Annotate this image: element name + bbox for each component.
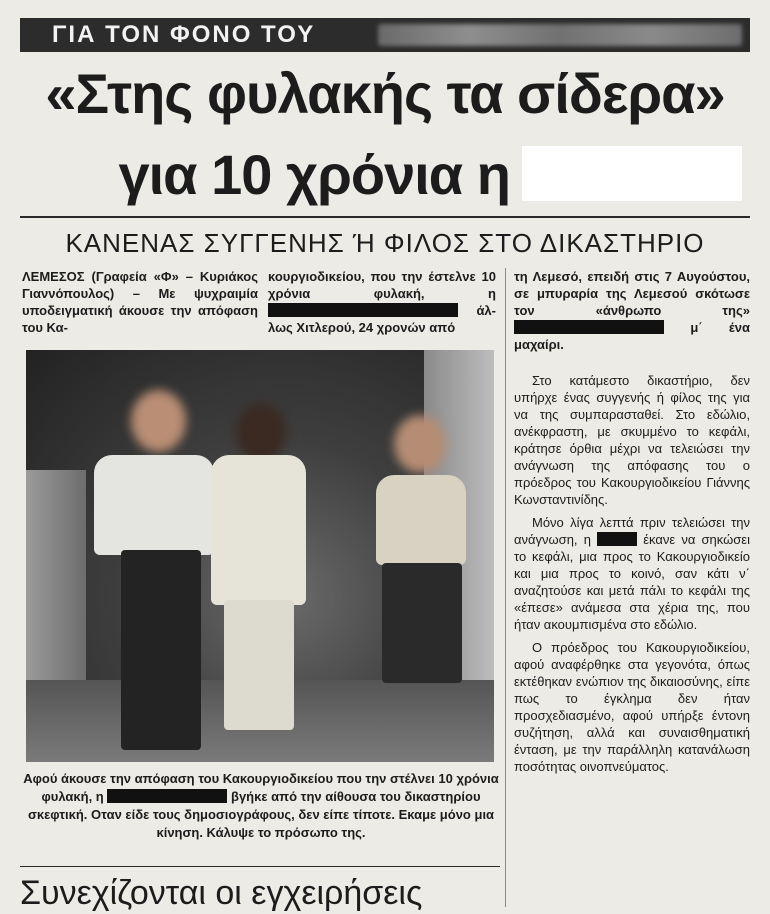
column-2-part-1: κουργιοδικείου, που την έστελνε 10 χρόνια φυλακή, η (268, 269, 496, 301)
redacted-name (514, 320, 664, 334)
bottom-rule (20, 866, 500, 867)
headline-line-1: «Στης φυλακής τα σίδερα» (45, 62, 725, 125)
kicker-text: ΓΙΑ ΤΟΝ ΦΟΝΟ ΤΟΥ (52, 21, 316, 48)
subheadline: ΚΑΝΕΝΑΣ ΣΥΓΓΕΝΗΣ Ή ΦΙΛΟΣ ΣΤΟ ΔΙΚΑΣΤΗΡΙΟ (65, 228, 705, 258)
column-2-text (268, 268, 496, 336)
caption-part-2: βγήκε από την αίθουσα του δικαστηρίου σκεφτική. Οταν είδε τους δημοσιογράφους, δεν είπε τίποτε. Εκαμε μόνο μια κίνηση. Κάλυψε το πρόσωπο της. (27, 789, 495, 840)
column-1 (22, 268, 258, 336)
column-3-paragraph-3: Ο πρόεδρος του Κακουργιοδικείου, αφού αναφέρθηκε στα γεγονότα, όπως εκτέθηκαν ενώπιον της δικαιοσύνης, είπε πως το έγκλημα δεν ήταν προσχεδιασμένο, αφού υπήρξε έντονη συζήτηση, αλλά και συναισθηματική ένταση, με την παράλληλη κατανάλωση ποσότητας οινοπνεύματος. (514, 640, 750, 774)
redacted-name (597, 532, 637, 546)
column-3-p2-part-a: Μόνο λίγα λεπτά πριν τελειώσει την ανάγνωση, η (514, 515, 750, 547)
column-3-body (514, 372, 750, 775)
kicker-bar (20, 18, 750, 52)
column-3-lead-2: μ΄ ένα μαχαίρι. (514, 320, 750, 352)
column-3-p2-part-b: έκανε να σηκώσει το κεφάλι, μια προς το Κακουργιοδικείο και μια προς το κοινό, σαν κάτι ν΄ αναζητούσε και μετά πάλι το κεφάλι της «έπεσε» ανάμεσα στα χέρια της, που ήταν ακουμπισμένα στο εδώλιο. (514, 532, 750, 632)
column-3-lead-text (514, 268, 750, 353)
column-3-paragraph-2 (514, 514, 750, 633)
column-2-part-2: άλ- (476, 303, 496, 318)
photo (26, 350, 494, 762)
photo-caption (22, 770, 500, 842)
blurred-name (378, 24, 742, 46)
photo-figure-woman (196, 395, 326, 755)
caption-part-1: Αφού άκουσε την απόφαση του Κακουργιοδικείου που την στέλνει 10 χρόνια φυλακή, η (23, 771, 499, 804)
redacted-name-box (522, 146, 742, 201)
column-3-lead-1: τη Λεμεσό, επειδή στις 7 Αυγούστου, σε μπυραρία της Λεμεσού σκότωσε τον «άνθρωπο της» (514, 269, 750, 318)
column-divider (505, 268, 506, 907)
next-article-headline: Συνεχίζονται οι εγχειρήσεις (20, 874, 423, 912)
redacted-name (268, 303, 458, 317)
column-2 (268, 268, 496, 336)
redacted-name (107, 789, 227, 803)
column-2-part-3: λως Χιτλερού, 24 χρονών από (268, 320, 456, 335)
column-3-paragraph-1: Στο κατάμεστο δικαστήριο, δεν υπήρχε ένας συγγενής ή φίλος της για να της συμπαρασταθεί. Στο εδώλιο, ανέκφραστη, με σκυμμένο το κεφάλι, κράτησε όρθια μέχρι να τελειώσει την ανάγνωση της απόφασης του ο πρόεδρος του Κακουργιοδικείου Γιάννης Κωνσταντινίδης. (514, 373, 750, 507)
top-rule (20, 216, 750, 218)
column-3-lead (514, 268, 750, 353)
column-1-text: ΛΕΜΕΣΟΣ (Γραφεία «Φ» – Κυριάκος Γιαννόπουλος) – Με ψυχραιμία υποδειγματική άκουσε την απόφαση του Κα- (22, 269, 258, 335)
headline-line-2: για 10 χρόνια η (118, 143, 510, 206)
photo-figure-companion (366, 405, 476, 755)
